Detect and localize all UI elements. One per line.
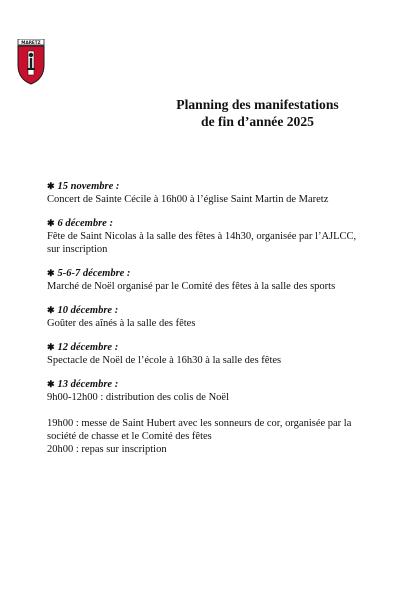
event-item xyxy=(47,341,412,367)
event-item xyxy=(47,267,412,293)
event-item xyxy=(47,304,412,330)
event-date: 10 décembre : xyxy=(57,305,119,316)
asterisk-bullet-icon: ✱ xyxy=(47,379,55,389)
event-description: 9h00-12h00 : distribution des colis de Noël xyxy=(47,392,229,403)
event-description: 20h00 : repas sur inscription xyxy=(47,444,167,455)
event-description: sur inscription xyxy=(47,244,108,255)
event-item xyxy=(47,180,412,206)
event-description: société de chasse et le Comité des fêtes xyxy=(47,431,212,442)
event-date: 5-6-7 décembre : xyxy=(57,268,131,279)
event-list xyxy=(47,180,412,456)
event-description: Fête de Saint Nicolas à la salle des fêtes à 14h30, organisée par l’AJLCC, xyxy=(47,231,357,242)
event-date: 13 décembre : xyxy=(57,379,119,390)
event-date: 15 novembre : xyxy=(57,181,120,192)
asterisk-bullet-icon: ✱ xyxy=(47,342,55,352)
asterisk-bullet-icon: ✱ xyxy=(47,218,55,228)
event-item xyxy=(47,378,412,456)
asterisk-bullet-icon: ✱ xyxy=(47,268,55,278)
event-description: Marché de Noël organisé par le Comité des fêtes à la salle des sports xyxy=(47,281,336,292)
title-line-1: Planning des manifestations xyxy=(176,97,339,112)
event-item xyxy=(47,217,412,256)
asterisk-bullet-icon: ✱ xyxy=(47,305,55,315)
event-date: 6 décembre : xyxy=(57,218,113,229)
event-description: Concert de Sainte Cécile à 16h00 à l’église Saint Martin de Maretz xyxy=(47,194,329,205)
event-description: 19h00 : messe de Saint Hubert avec les sonneurs de cor, organisée par la xyxy=(47,418,352,429)
maretz-crest-logo xyxy=(16,39,46,85)
event-description: Spectacle de Noël de l’école à 16h30 à la salle des fêtes xyxy=(47,355,282,366)
event-date: 12 décembre : xyxy=(57,342,119,353)
event-description: Goûter des aînés à la salle des fêtes xyxy=(47,318,196,329)
page-title xyxy=(150,96,365,130)
title-line-2: de fin d’année 2025 xyxy=(201,114,314,129)
crest-label: MARETZ xyxy=(21,40,41,45)
asterisk-bullet-icon: ✱ xyxy=(47,181,55,191)
